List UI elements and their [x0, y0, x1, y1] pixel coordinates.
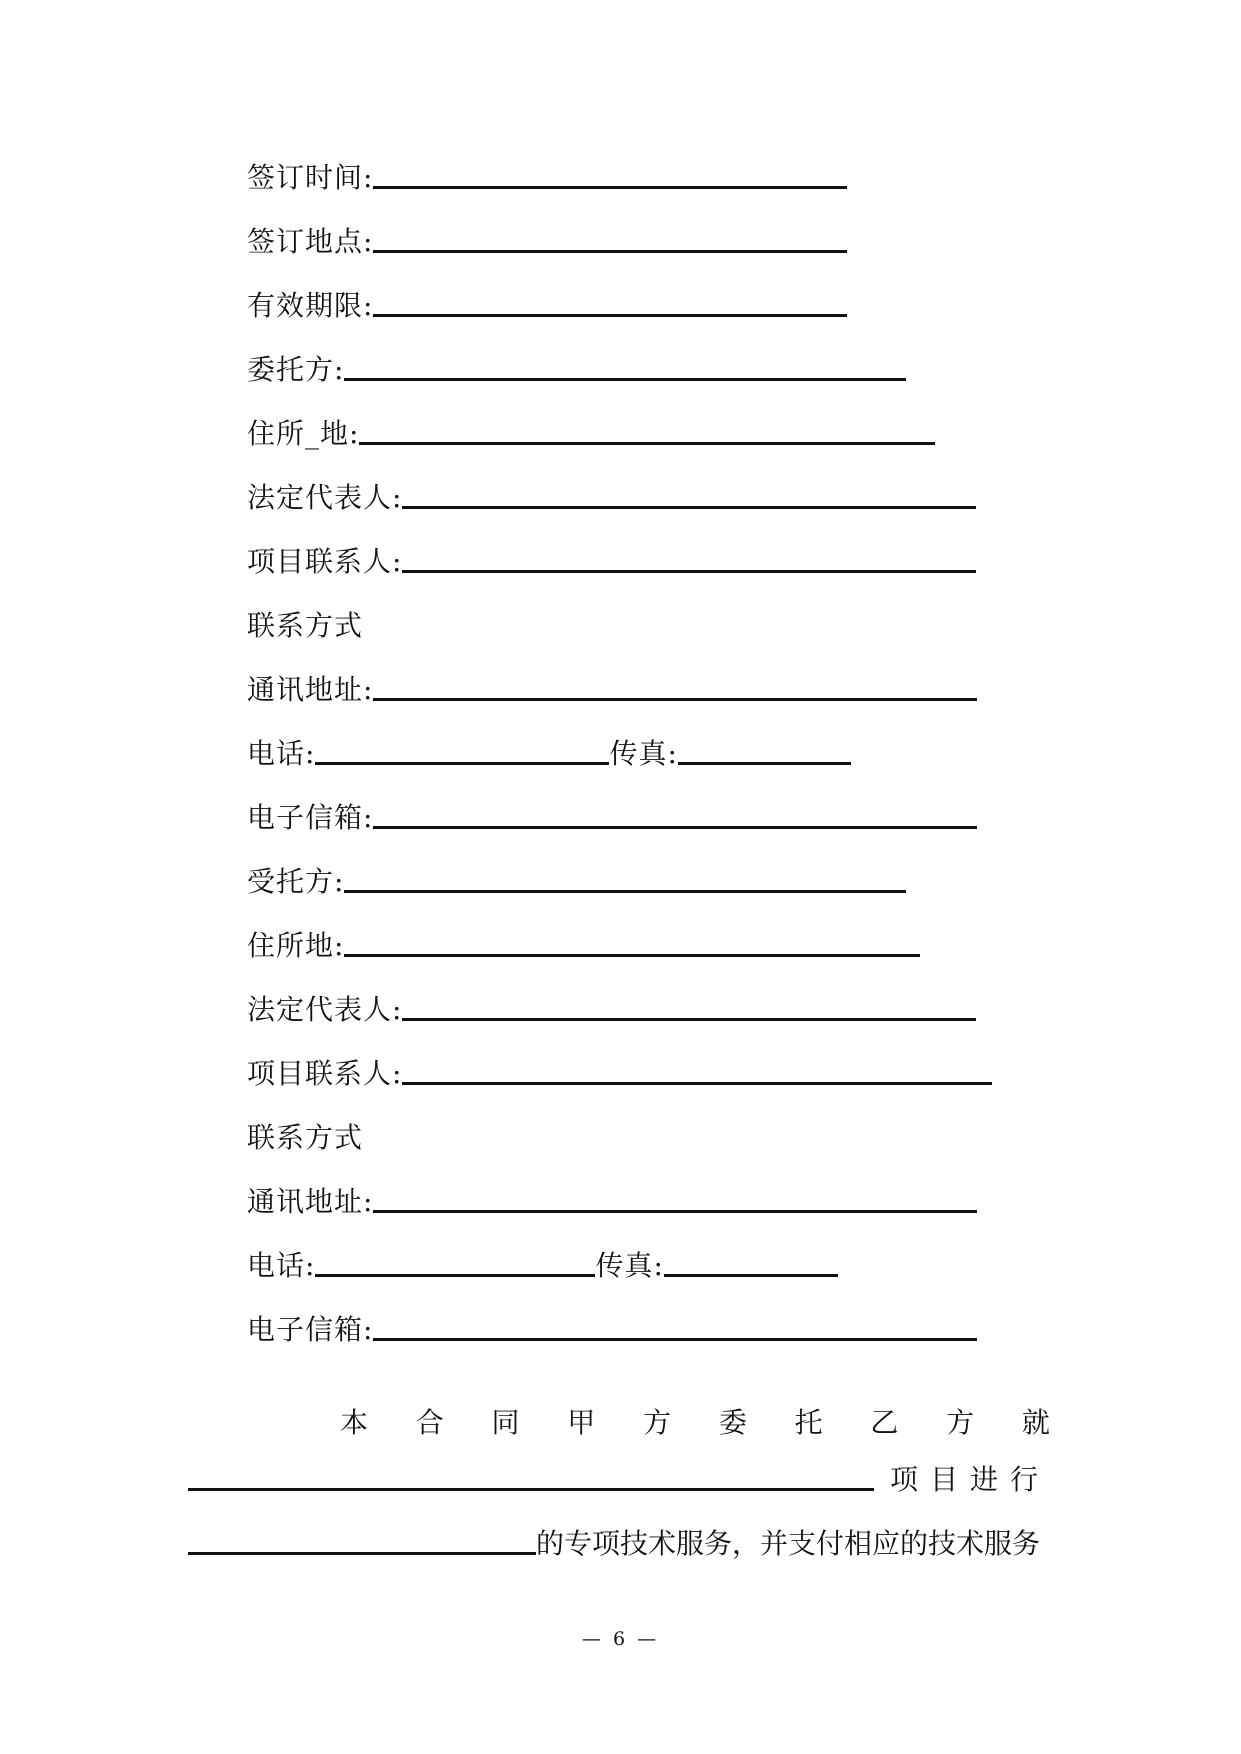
field-client-contact-person — [247, 539, 976, 579]
paragraph-line-1 — [340, 1401, 1050, 1441]
field-label: 传真: — [595, 1249, 664, 1282]
field-line[interactable] — [344, 378, 906, 381]
field-signing-place — [247, 219, 847, 259]
field-contractor — [247, 859, 906, 899]
field-contractor-address — [247, 923, 920, 963]
field-line[interactable] — [402, 570, 976, 573]
field-contractor-email — [247, 1307, 977, 1347]
paragraph-line-2 — [188, 1463, 1050, 1497]
paragraph-char: 乙 — [870, 1406, 899, 1439]
field-label: 住所地: — [247, 929, 345, 962]
field-line[interactable] — [664, 1274, 838, 1277]
field-label: 项目联系人: — [247, 1057, 403, 1090]
field-label: 住所_地: — [247, 417, 360, 450]
field-validity-period — [247, 283, 847, 323]
field-label: 电话: — [247, 1249, 316, 1282]
field-label: 电话: — [247, 737, 316, 770]
field-line[interactable] — [373, 250, 847, 253]
field-line[interactable] — [373, 186, 847, 189]
field-line[interactable] — [402, 506, 976, 509]
field-label: 受托方: — [247, 865, 345, 898]
section-contact-info — [247, 603, 363, 643]
field-label: 有效期限: — [247, 289, 374, 322]
project-name-line[interactable] — [188, 1488, 874, 1491]
paragraph-char: 同 — [491, 1406, 520, 1439]
field-line[interactable] — [373, 826, 977, 829]
paragraph-char: 甲 — [567, 1406, 596, 1439]
field-line[interactable] — [402, 1018, 976, 1021]
field-label: 项目联系人: — [247, 545, 403, 578]
field-client-phone-fax — [247, 731, 851, 771]
field-label: 委托方: — [247, 353, 345, 386]
field-line[interactable] — [678, 762, 851, 765]
paragraph-char: 委 — [718, 1406, 747, 1439]
paragraph-char: 托 — [794, 1406, 823, 1439]
field-contractor-phone-fax — [247, 1243, 838, 1283]
field-label: 电子信箱: — [247, 801, 374, 834]
field-line[interactable] — [344, 954, 920, 957]
field-label: 传真: — [609, 737, 678, 770]
field-signing-time — [247, 155, 847, 195]
field-label: 签订地点: — [247, 225, 374, 258]
field-label: 签订时间: — [247, 161, 374, 194]
paragraph-line-3 — [188, 1527, 1040, 1561]
paragraph-char: 方 — [643, 1406, 672, 1439]
section-contact-info — [247, 1115, 363, 1155]
field-line[interactable] — [373, 698, 977, 701]
field-line[interactable] — [373, 1210, 977, 1213]
paragraph-char: 本 — [340, 1406, 369, 1439]
field-line[interactable] — [344, 890, 906, 893]
page-number: — 6 — — [581, 1628, 660, 1650]
field-label: 通讯地址: — [247, 673, 374, 706]
field-client — [247, 347, 906, 387]
field-label: 通讯地址: — [247, 1185, 374, 1218]
field-contractor-contact-person — [247, 1051, 992, 1091]
paragraph-char: 合 — [415, 1406, 444, 1439]
field-line[interactable] — [315, 762, 609, 765]
field-line[interactable] — [315, 1274, 595, 1277]
field-line[interactable] — [373, 314, 847, 317]
paragraph-text: 的专项技术服务，并支付相应的技术服务 — [536, 1527, 1041, 1560]
field-contractor-mailing-address — [247, 1179, 977, 1219]
field-client-legal-rep — [247, 475, 976, 515]
section-label: 联系方式 — [247, 609, 364, 642]
field-label: 法定代表人: — [247, 993, 403, 1026]
field-line[interactable] — [402, 1082, 992, 1085]
field-client-address — [247, 411, 935, 451]
field-label: 法定代表人: — [247, 481, 403, 514]
field-line[interactable] — [359, 442, 935, 445]
paragraph-text: 项目进行 — [889, 1463, 1050, 1496]
section-label: 联系方式 — [247, 1121, 364, 1154]
field-line[interactable] — [373, 1338, 977, 1341]
field-client-email — [247, 795, 977, 835]
paragraph-char: 就 — [1021, 1406, 1050, 1439]
service-name-line[interactable] — [188, 1552, 536, 1555]
field-contractor-legal-rep — [247, 987, 976, 1027]
field-client-mailing-address — [247, 667, 977, 707]
field-label: 电子信箱: — [247, 1313, 374, 1346]
paragraph-char: 方 — [946, 1406, 975, 1439]
